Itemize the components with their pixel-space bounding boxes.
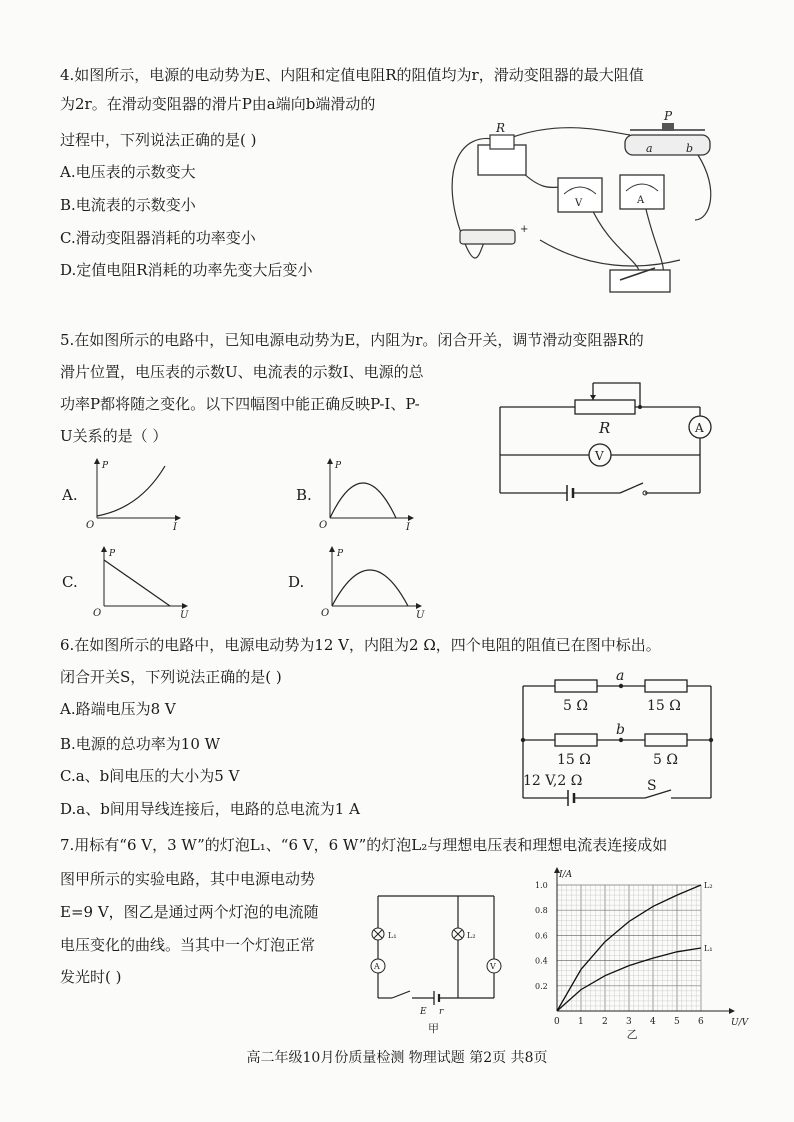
q7-label-e: E xyxy=(420,1007,427,1017)
q4-label-P: P xyxy=(664,109,673,123)
q5-option-c: C. xyxy=(62,573,78,591)
x-tick-label: 4 xyxy=(650,1017,656,1027)
q7-stem-line3: E=9 V，图乙是通过两个灯泡的电流随 xyxy=(60,903,319,921)
q7-circuit-figure xyxy=(372,890,502,1035)
q5-circuit-figure xyxy=(495,375,720,505)
q5-graph-a-p: P xyxy=(102,461,109,471)
q4-label-b: b xyxy=(686,142,694,155)
q7-iu-chart xyxy=(530,865,749,1041)
y-tick-label: 0.6 xyxy=(535,931,548,941)
q4-option-c: C.滑动变阻器消耗的功率变小 xyxy=(60,229,256,247)
q4-label-V: V xyxy=(575,198,583,209)
q5-graph-a-i: I xyxy=(173,522,177,533)
x-tick-label: 0 xyxy=(554,1017,560,1027)
q6-label-b: b xyxy=(616,722,625,738)
q5-graph-c-u: U xyxy=(180,610,189,621)
q7-stem-line2: 图甲所示的实验电路，其中电源电动势 xyxy=(60,870,316,888)
q7-stem-line4: 电压变化的曲线。当其中一个灯泡正常 xyxy=(60,936,316,954)
y-tick-label: 1.0 xyxy=(535,881,548,890)
q5-graph-a-o: O xyxy=(86,520,95,531)
x-axis-arrow xyxy=(729,1008,735,1014)
y-tick-label: 0.4 xyxy=(535,956,548,966)
q5-graph-d-u: U xyxy=(416,610,425,621)
q5-graph-c xyxy=(92,546,192,621)
y-axis-label: I/A xyxy=(559,870,573,880)
x-tick-label: 5 xyxy=(674,1017,680,1027)
q6-option-c: C.a、b间电压的大小为5 V xyxy=(60,767,240,785)
x-axis-label: U/V xyxy=(731,1018,749,1028)
q7-label-v: V xyxy=(490,962,496,971)
q4-battery xyxy=(460,230,515,244)
q7-stem-line1: 7.用标有“6 V，3 W”的灯泡L₁、“6 V，6 W”的灯泡L₂与理想电压表和理想电流表连接成如 xyxy=(60,836,668,854)
x-tick-label: 6 xyxy=(698,1017,704,1027)
q6-label-a: a xyxy=(616,668,625,684)
q4-label-A: A xyxy=(637,195,645,206)
q5-stem-line1: 5.在如图所示的电路中，已知电源电动势为E，内阻为r。闭合开关，调节滑动变阻器R的 xyxy=(60,331,644,349)
q4-label-a: a xyxy=(646,142,653,155)
q6-circuit-figure xyxy=(515,670,720,805)
q5-label-V: V xyxy=(595,449,604,463)
q4-option-a: A.电压表的示数变大 xyxy=(60,163,196,181)
q7-label-a: A xyxy=(374,962,380,971)
q6-label-s: S xyxy=(647,778,657,794)
q5-switch xyxy=(620,483,643,493)
q4-stem-line2: 为2r。在滑动变阻器的滑片P由a端向b端滑动的 xyxy=(60,95,376,113)
q7-stem-line5: 发光时( ) xyxy=(60,968,122,986)
q5-label-A: A xyxy=(695,421,704,435)
q7-label-l2: L₂ xyxy=(467,931,476,940)
q4-label-plus: + xyxy=(520,224,529,235)
q6-resistor-2 xyxy=(645,680,687,692)
q5-graph-b xyxy=(318,458,418,533)
series-label: L₂ xyxy=(704,881,713,890)
q5-graph-b-o: O xyxy=(319,520,328,531)
q5-rheostat xyxy=(575,400,635,414)
q5-graph-d xyxy=(320,546,430,621)
q5-stem-line2: 滑片位置，电压表的示数U、电流表的示数I、电源的总 xyxy=(60,363,424,381)
q5-option-b: B. xyxy=(296,486,312,504)
q4-option-d: D.定值电阻R消耗的功率先变大后变小 xyxy=(60,261,313,279)
q6-label-r2: 15 Ω xyxy=(647,698,681,714)
q5-option-d: D. xyxy=(288,573,305,591)
q6-stem-line2: 闭合开关S，下列说法正确的是( ) xyxy=(60,668,282,686)
q7-caption-jia: 甲 xyxy=(428,1022,439,1035)
chart-caption: 乙 xyxy=(626,1028,638,1041)
q6-option-b: B.电源的总功率为10 W xyxy=(60,735,221,753)
q6-resistor-4 xyxy=(645,734,687,746)
q6-option-a: A.路端电压为8 V xyxy=(60,700,176,718)
q4-rheostat xyxy=(625,135,710,155)
q6-stem-line1: 6.在如图所示的电路中，电源电动势为12 V，内阻为2 Ω，四个电阻的阻值已在图中标出。 xyxy=(60,636,661,654)
q5-option-a: A. xyxy=(62,486,78,504)
q6-resistor-1 xyxy=(555,680,597,692)
q5-graph-a xyxy=(85,458,185,533)
q6-label-r1: 5 Ω xyxy=(563,698,588,714)
q5-stem-line4: U关系的是（ ） xyxy=(60,427,168,445)
q6-option-d: D.a、b间用导线连接后，电路的总电流为1 A xyxy=(60,800,360,818)
q6-label-source: 12 V,2 Ω xyxy=(523,773,583,789)
q7-label-r: r xyxy=(439,1007,444,1017)
x-tick-label: 2 xyxy=(602,1017,608,1027)
y-tick-label: 0.2 xyxy=(535,981,548,991)
q5-graph-c-o: O xyxy=(93,608,102,619)
q5-graph-d-o: O xyxy=(321,608,330,619)
page-footer: 高二年级10月份质量检测 物理试题 第2页 共8页 xyxy=(246,1050,548,1066)
series-label: L₁ xyxy=(704,944,713,953)
q5-graph-d-p: P xyxy=(337,549,344,559)
q6-resistor-3 xyxy=(555,734,597,746)
q4-stem-line1: 4.如图所示，电源的电动势为E、内阻和定值电阻R的阻值均为r，滑动变阻器的最大阻值 xyxy=(60,66,644,84)
x-tick-label: 3 xyxy=(626,1017,632,1027)
q4-option-b: B.电流表的示数变小 xyxy=(60,196,196,214)
q5-graph-c-p: P xyxy=(109,549,116,559)
q4-apparatus-figure xyxy=(440,110,730,310)
q6-label-r4: 5 Ω xyxy=(653,752,678,768)
q4-stem-line3: 过程中，下列说法正确的是( ) xyxy=(60,131,257,149)
q6-label-r3: 15 Ω xyxy=(557,752,591,768)
q7-label-l1: L₁ xyxy=(388,931,397,940)
q5-stem-line3: 功率P都将随之变化。以下四幅图中能正确反映P-I、P- xyxy=(60,395,420,413)
q5-label-R: R xyxy=(599,419,611,437)
x-tick-label: 1 xyxy=(578,1017,584,1027)
q4-label-R: R xyxy=(496,121,506,135)
q7-switch xyxy=(392,991,410,998)
y-tick-label: 0.8 xyxy=(535,906,548,916)
q5-graph-b-i: I xyxy=(406,522,410,533)
q5-graph-b-p: P xyxy=(335,461,342,471)
